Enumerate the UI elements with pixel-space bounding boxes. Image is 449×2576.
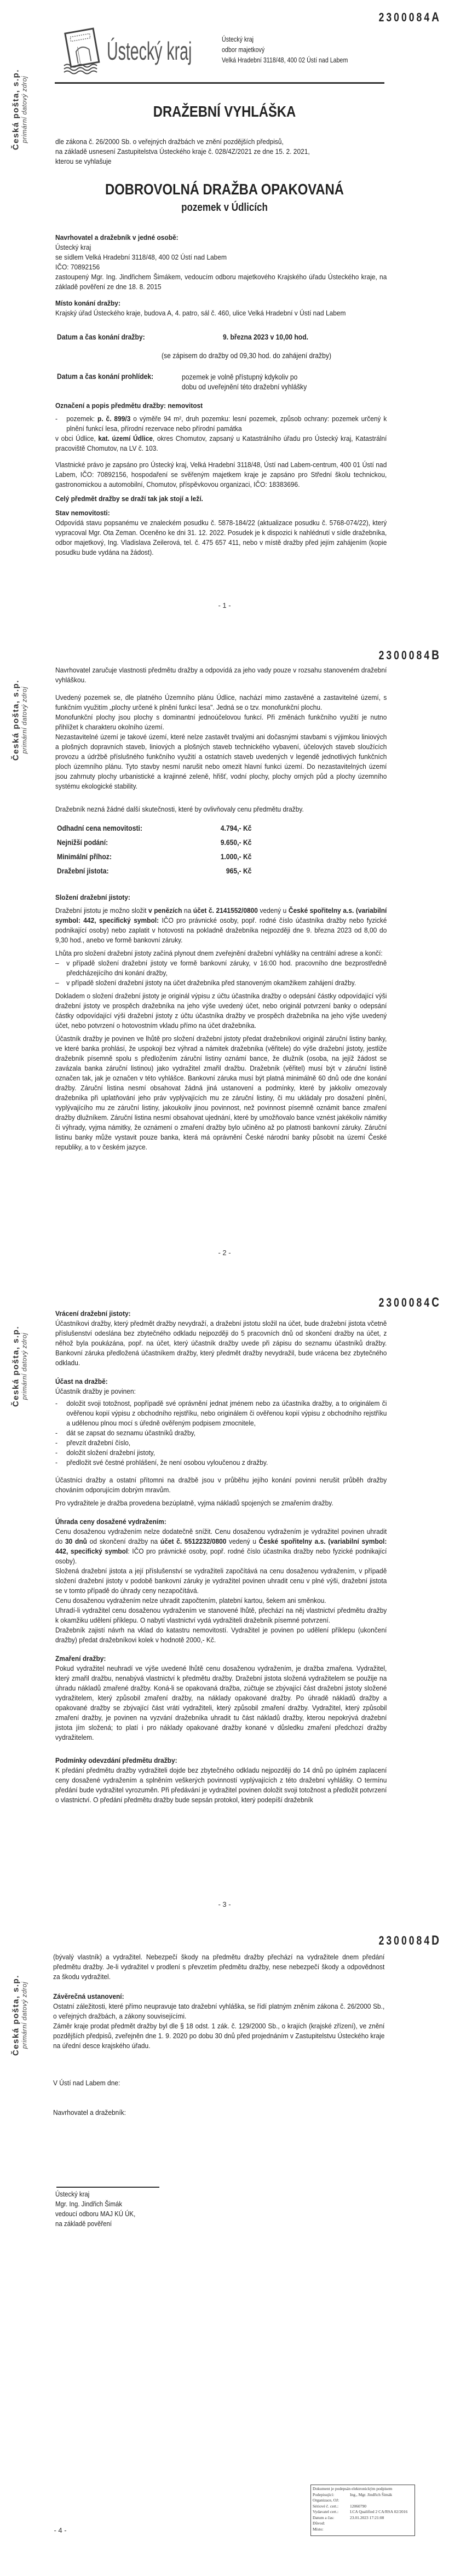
header-divider [55, 82, 384, 84]
header-address: Ústecký kraj odbor majetkový Velká Hradební 3118/48, 400 02 Ústí nad Labem [222, 35, 348, 64]
guarantee-section: Navrhovatel zaručuje vlastnosti předmětu dražby a odpovídá za jeho vady pouze v rozsahu stanoveném dražební vyhláškou. Uvedený pozemek se, dle platného Územního plánu Údlice, nachází mimo zastavěné a zastavitelné území, s funkčním využitím „plochy určené k plnění funkcí lesa". Jedná se o tzv. monofunkční plochu. Monofunkční plochy jsou plochy s dominantní jednoúčelovou funkcí. Při změnách funkčního využití je nutno přihlížet k charakteru okolního území. Nezastavitelné území je takové území, které nelze zastavět trvalými ani dočasnými stavbami s výjimkou liniových a plošných dopravních staveb, liniových a plošných staveb technického vybavení, účelových staveb sloužících provozu a údržbě příslušného funkčního využití a ostatních staveb uvedených v legendě jednotlivých funkčních ploch územního plánu. Tyto stavby nesmí narušit nebo omezit hlavní funkci území. Do nezastavitelných území jsou zahrnuty plochy urbanistické a krajinné zeleně, hřišť, vodní plochy, plochy orných půd a plochy územního systému ekologické stability. Dražebník nezná žádné další skutečnosti, které by ovlivňovaly cenu předmětu dražby. [55, 666, 387, 813]
place-date: V Ústí nad Labem dne: [53, 2079, 120, 2087]
price-row: Nejnižší podání: 9.650,- Kč [57, 838, 252, 847]
place-section: Místo konání dražby: Krajský úřad Ústeckého kraje, budova A, 4. patro, sál č. 460, ulice Velká Hradební v Ústí nad Labem [55, 298, 387, 318]
page-number: - 2 - [218, 1249, 231, 1257]
price-row: Odhadní cena nemovitosti: 4.794,- Kč [57, 824, 252, 832]
deposit-heading: Složení dražební jistoty: [55, 893, 130, 901]
page-number: - 1 - [218, 601, 231, 610]
page-4 [0, 1928, 449, 2576]
proposer-section: Navrhovatel a dražebník v jedné osobě: Ústecký kraj se sídlem Velká Hradební 3118/48, 400 02 Ústí nad Labem IČO: 70892156 zastoupený Mgr. Ing. Jindřichem Šimákem, vedoucím odboru majetkového Krajského úřadu Ústeckého kraje, na základě pověření ze dne 18. 8. 2015 [55, 233, 387, 291]
inspection-label: Datum a čas konání prohlídek: [57, 372, 154, 381]
auction-subject-title: pozemek v Údlicích [181, 202, 268, 214]
signature-line [56, 2187, 159, 2188]
deposit-return-section: Vrácení dražební jistoty: Účastníkovi dražby, který předmět dražby nevydraží, a dražební jistotu složil na účet, bude dražební jistota včetně příslušenství odeslána bez zbytečného odkladu nejpozději do 5 pracovních dnů od skončení dražby na účet, z něhož byla poukázána, popř. na účet, který účastník dražby uvede při zápisu do seznamu účastníků dražby. Bankovní záruka předložená účastníkem dražby, který předmět dražby nevydražil, bude vrácena bez zbytečného odkladu. Účast na dražbě: Účastník dražby je povinen: - doložit svoji totožnost, popřípadě své oprávnění jednat jménem nebo za účastníka dražby, a to originálem či ověřenou kopií výpisu z obchodního rejstříku, nebo originálem či ověřenou kopií výpisu z obchodního rejstříku a udělenou plnou mocí s úředně ověřeným podpisem zmocnitele, - dát se zapsat do seznamu účastníků dražby, - převzít dražební číslo, - doložit složení dražební jistoty, - předložit své čestné prohlášení, že není osobou vyloučenou z dražby. Účastníci dražby a ostatní přítomni na dražbě jsou v průběhu jejího konání povinni nerušit průběh dražby chováním odporujícím dobrým mravům. Pro vydražitele je dražba provedena bezúplatně, vyjma nákladů spojených se zmařením dražby. Úhrada ceny dosažené vydražením: Cenu dosaženou vydražením nelze dodatečně snížit. Cenu dosaženou vydražením je vydražitel povinen uhradit do 30 dnů od skončení dražby na účet č. 5512232/0800 vedený u České spořitelny a.s. (variabilní symbol: 442, specifický symbol: IČO pro právnické osoby, popř. rodné číslo účastníka dražby nebo fyzické podnikající osoby). Složená dražební jistota a její příslušenství se vydražiteli započítává na cenu dosaženou vydražením, v případě složení dražební jistoty v podobě bankovní záruky je vydražitel povinen uhradit cenu v plné výši, dražební jistota se v tomto případě do úhrady ceny nezapočítává. Cenu dosaženou vydražením nelze uhradit započtením, platební kartou, šekem ani směnkou. Uhradí-li vydražitel cenu dosaženou vydražením ve stanovené lhůtě, přechází na něj vlastnictví předmětu dražby k okamžiku udělení příklepu. O nabytí vlastnictví vydá vydražiteli dražebník písemné potvrzení. Dražebník zajistí návrh na vklad do katastru nemovitostí. Vydražitel je povinen po udělení příklepu (ukončení dražby) předat dražebníkovi kolek v hodnotě 2000,- Kč. Zmaření dražby: Pokud vydražitel neuhradí ve výše uvedené lhůtě cenu dosaženou vydražením, je dražba zmařena. Vydražitel, který zmařil dražbu, nenabývá vlastnictví k předmětu dražby. Dražební jistota složená vydražitelem se použije na úhradu nákladů zmařené dražby. Koná-li se opakovaná dražba, zúčtuje se zbývající část dražební jistoty složené vydražitelem, který způsobil zmaření dražby, na náklady opakované dražby. Po úhradě nákladů dražby a opakované dražby se zbývající část vrátí vydražiteli, který způsobil zmaření dražby. Vydražitel, který způsobil zmaření dražby, je povinen na vyzvání dražebníka uhradit tu část nákladů dražby, kterou nepokrývá dražební jistota jím složená; to platí i pro náklady opakované dražby konané v důsledku zmaření předchozí dražby vydražitelem. Podmínky odevzdání předmětu dražby: K předání předmětu dražby vydražiteli dojde bez zbytečného odkladu nejpozději do 14 dnů po úplném zaplacení ceny dosažené vydražením a splněním veškerých povinností vyplývajících z této dražební vyhlášky. O termínu předání bude vydražitel vyrozuměn. Při předávání je vydražitel povinen doložit svoji totožnost a předložit potvrzení o vlastnictví. O předání předmětu dražby bude sepsán protokol, který podepíší dražebník [55, 1309, 387, 1804]
handover-text: K předání předmětu dražby vydražiteli dojde bez zbytečného odkladu nejpozději do 14 dnů po úplném zaplacení ceny dosažené vydražením a splněním veškerých povinností vyplývajících z této dražební vyhlášky. O termínu předání bude vydražitel vyrozuměn. Při předávání je vydražitel povinen doložit svoji totožnost a předložit potvrzení o vlastnictví. O předání předmětu dražby bude sepsán protokol, který podepíší dražebník [55, 1766, 387, 1804]
intro-text: dle zákona č. 26/2000 Sb. o veřejných dražbách ve znění pozdějších předpisů, na základě usnesení Zastupitelstva Ústeckého kraje č. 028/4Z/2021 ze dne 15. 2. 2021, kterou se vyhlašuje [55, 137, 310, 165]
auction-date-note: (se zápisem do dražby od 09,30 hod. do zahájení dražby) [162, 352, 332, 360]
price-row: Dražební jistota: 965,- Kč [57, 867, 252, 875]
frustration-heading: Zmaření dražby: [55, 1654, 106, 1663]
page-2 [0, 643, 449, 1270]
deposit-section: Složení dražební jistoty: Dražební jistotu je možno složit v penězích na účet č. 2141552/0800 vedený u České spořitelny a.s. (variabilní symbol: 442, specifický symbol: IČO pro právnické osoby, popř. rodné číslo účastníka dražby nebo fyzické podnikající osoby) nebo zaplatit v hotovosti na pokladně dražebníka nejpozději dne 9. března 2023 od 8,00 do 9,30 hod., anebo ve formě bankovní záruky. Lhůta pro složení dražební jistoty začíná plynout dnem zveřejnění dražební vyhlášky na centrální adrese a končí: – v případě složení dražební jistoty ve formě bankovní záruky, v 16:00 hod. pracovního dne bezprostředně předcházejícího dni konání dražby, – v případě složení dražební jistoty na účet dražebníka před stanoveným okamžikem zahájení dražby. Dokladem o složení dražební jistoty je originál výpisu z účtu účastníka dražby o odepsání částky odpovídající výši dražební jistoty ve prospěch dražebníka na jeho výše uvedený účet, nebo originál potvrzení banky o odepsání částky odpovídající výši dražební jistoty z účtu účastníka dražby ve prospěch dražebníka na jeho výše uvedený účet, nebo potvrzení o hotovostním vkladu přímo na účet dražebníka. Účastník dražby je povinen ve lhůtě pro složení dražební jistoty předat dražebníkovi originál záruční listiny banky, ve které banka prohlásí, že uspokojí bez výhrad a námitek dražebníka (věřitele) do výše dražební jistoty, jestliže dražebník písemně spolu s předložením záruční listiny oznámí bance, že dlužník (osoba, na jejíž žádost se zavázala banka záruční listinou) jako vydražitel zmařil dražbu. Dražebník (věřitel) musí být v záruční listině označen tak, jak je označen v této vyhlášce. Bankovní záruka musí být platná minimálně 60 dnů ode dne konání dražby. Záruční listina nesmí obsahovat žádná jiná ustanovení a podmínky, které by jakkoliv omezovaly dražebníka při uplatňování jeho práv vyplývajících mu ze záruční listiny, či mu ukládaly pro dosažení plnění, vyplývajícího mu ze záruční listiny, jakoukoliv jinou povinnost, než povinnost písemně oznámit bance zmaření dražby dlužníkem. Záruční listina nesmí obsahovat ujednání, které by umožňovalo bance vznést jakékoliv námitky či výhrady, vyjma námitky, že oznámení o zmaření dražby bylo učiněno až po platnosti bankovní záruky. Záruční listinu banky může vystavit pouze banka, která má oprávnění České národní banky působit na území České republiky, a to v českém jazyce. [55, 893, 387, 1151]
signatory: Ústecký kraj Mgr. Ing. Jindřich Šimák vedoucí odboru MAJ KÚ ÚK, na základě pověření [55, 2190, 136, 2228]
inspection-value: pozemek je volně přístupný kdykoliv po dobu od uveřejnění této dražební vyhlášky [182, 373, 307, 391]
handover-heading: Podmínky odevzdání předmětu dražby: [55, 1756, 177, 1764]
subject-section: Označení a popis předmětu dražby: nemovitost - pozemek: p. č. 899/3 o výměře 94 m², druh pozemku: lesní pozemek, způsob ochrany: pozemek určený k plnění funkcí lesa, přírodní rezervace nebo přírodní památka v obci Údlice, kat. území Údlice, okres Chomutov, zapsaný u Katastrálního úřadu pro Ústecký kraj, Katastrální pracoviště Chomutov, na LV č. 103. Vlastnické právo je zapsáno pro Ústecký kraj, Velká Hradební 3118/48, Ústí nad Labem-centrum, 400 01 Ústí nad Labem, IČO: 70892156, hospodaření se svěřeným majetkem kraje je zapsáno pro Střední školu technickou, gastronomickou a automobilní, Chomutov, příspěvkovou organizaci, IČO: 18383696. Celý předmět dražby se draží tak jak stojí a leží. Stav nemovitosti: Odpovídá stavu popsanému ve znaleckém posudku č. 5878-184/22 (aktualizace posudku č. 5768-074/22), který vypracoval Mgr. Ota Zeman. Oceněno ke dni 31. 12. 2022. Posudek je k dispozici k nahlédnutí v sídle dražebníka, odbor majetkový, Ing. Vladislava Zeilerová, tel. č. 475 657 411, nebo v místě dražby před jejím zahájením (kopie posudku bude vydána na žádost). [55, 401, 387, 556]
subject-heading: Označení a popis předmětu dražby: nemovitost [55, 401, 203, 410]
czech-post-stamp: Česká pošta, s.p. primární datový zdroj [11, 1974, 28, 2056]
auction-title: DOBROVOLNÁ DRAŽBA OPAKOVANÁ [105, 181, 344, 198]
payment-heading: Úhrada ceny dosažené vydražením: [55, 1517, 166, 1526]
condition-heading: Stav nemovitosti: [55, 509, 110, 517]
czech-post-stamp: Česká pošta, s.p. primární datový zdroj [11, 679, 28, 761]
place-heading: Místo konání dražby: [55, 299, 120, 307]
czech-post-stamp: Česká pošta, s.p. primární datový zdroj [11, 1325, 28, 1407]
region-emblem-icon [61, 26, 104, 76]
page-1 [0, 0, 449, 613]
document-number-stamp: 2300084D [378, 1933, 439, 1948]
document-title: DRAŽEBNÍ VYHLÁŠKA [153, 103, 296, 120]
proposer-heading: Navrhovatel a dražebník v jedné osobě: [55, 233, 179, 242]
electronic-signature-box: Dokument je podepsán elektronickým podpisem Podepisující: Ing., Mgr. Jindřich Šimák Organizace, OJ: Sériové č. cert.: 12060790 Vydavatel cert.: I.CA Qualified 2 CA/RSA 02/2016 Datum a čas: 23.01.2023 17:21:08 Důvod: Místo: [310, 2485, 415, 2536]
document-number-stamp: 2300084A [378, 10, 439, 25]
page-number: - 4 - [54, 2526, 67, 2534]
auction-date-label: Datum a čas konání dražby: [57, 333, 145, 341]
document-number-stamp: 2300084C [378, 1295, 439, 1310]
participation-heading: Účast na dražbě: [55, 1377, 108, 1385]
page-3 [0, 1281, 449, 1922]
handover-continued: (bývalý vlastník) a vydražitel. Nebezpečí škody na předmětu dražby přechází na vydražitele dnem předání předmětu dražby. Je-li vydražitel v prodlení s převzetím předmětu dražby, nese nebezpečí škody a odpovědnost za škodu vydražitel. Závěrečná ustanovení: Ostatní záležitosti, které přímo neupravuje tato dražební vyhláška, se řídí platným zněním zákona č. 26/2000 Sb., o veřejných dražbách, a zákony souvisejícími. Záměr kraje prodat předmět dražby byl dle § 18 odst. 1 zák. č. 129/2000 Sb., o krajích (krajské zřízení), ve znění pozdějších předpisů, zveřejněn dne 1. 9. 2020 po dobu 30 dnů před projednáním v Zastupitelstvu Ústeckého kraje na úřední desce krajského úřadu. V Ústí nad Labem dne: Navrhovatel a dražebník: [53, 1953, 385, 2117]
logo-wordmark: Ústecký kraj [107, 37, 192, 65]
auction-date-value: 9. března 2023 v 10,00 hod. [223, 333, 309, 341]
proposer-label: Navrhovatel a dražebník: [53, 2108, 126, 2117]
document-number-stamp: 2300084B [378, 648, 439, 663]
final-provisions-heading: Závěrečná ustanovení: [53, 1992, 124, 2000]
return-heading: Vrácení dražební jistoty: [55, 1309, 131, 1318]
page-number: - 3 - [218, 1900, 231, 1908]
czech-post-stamp: Česká pošta, s.p. primární datový zdroj [11, 68, 28, 151]
region-logo [61, 26, 198, 81]
price-row: Minimální příhoz: 1.000,- Kč [57, 853, 252, 861]
